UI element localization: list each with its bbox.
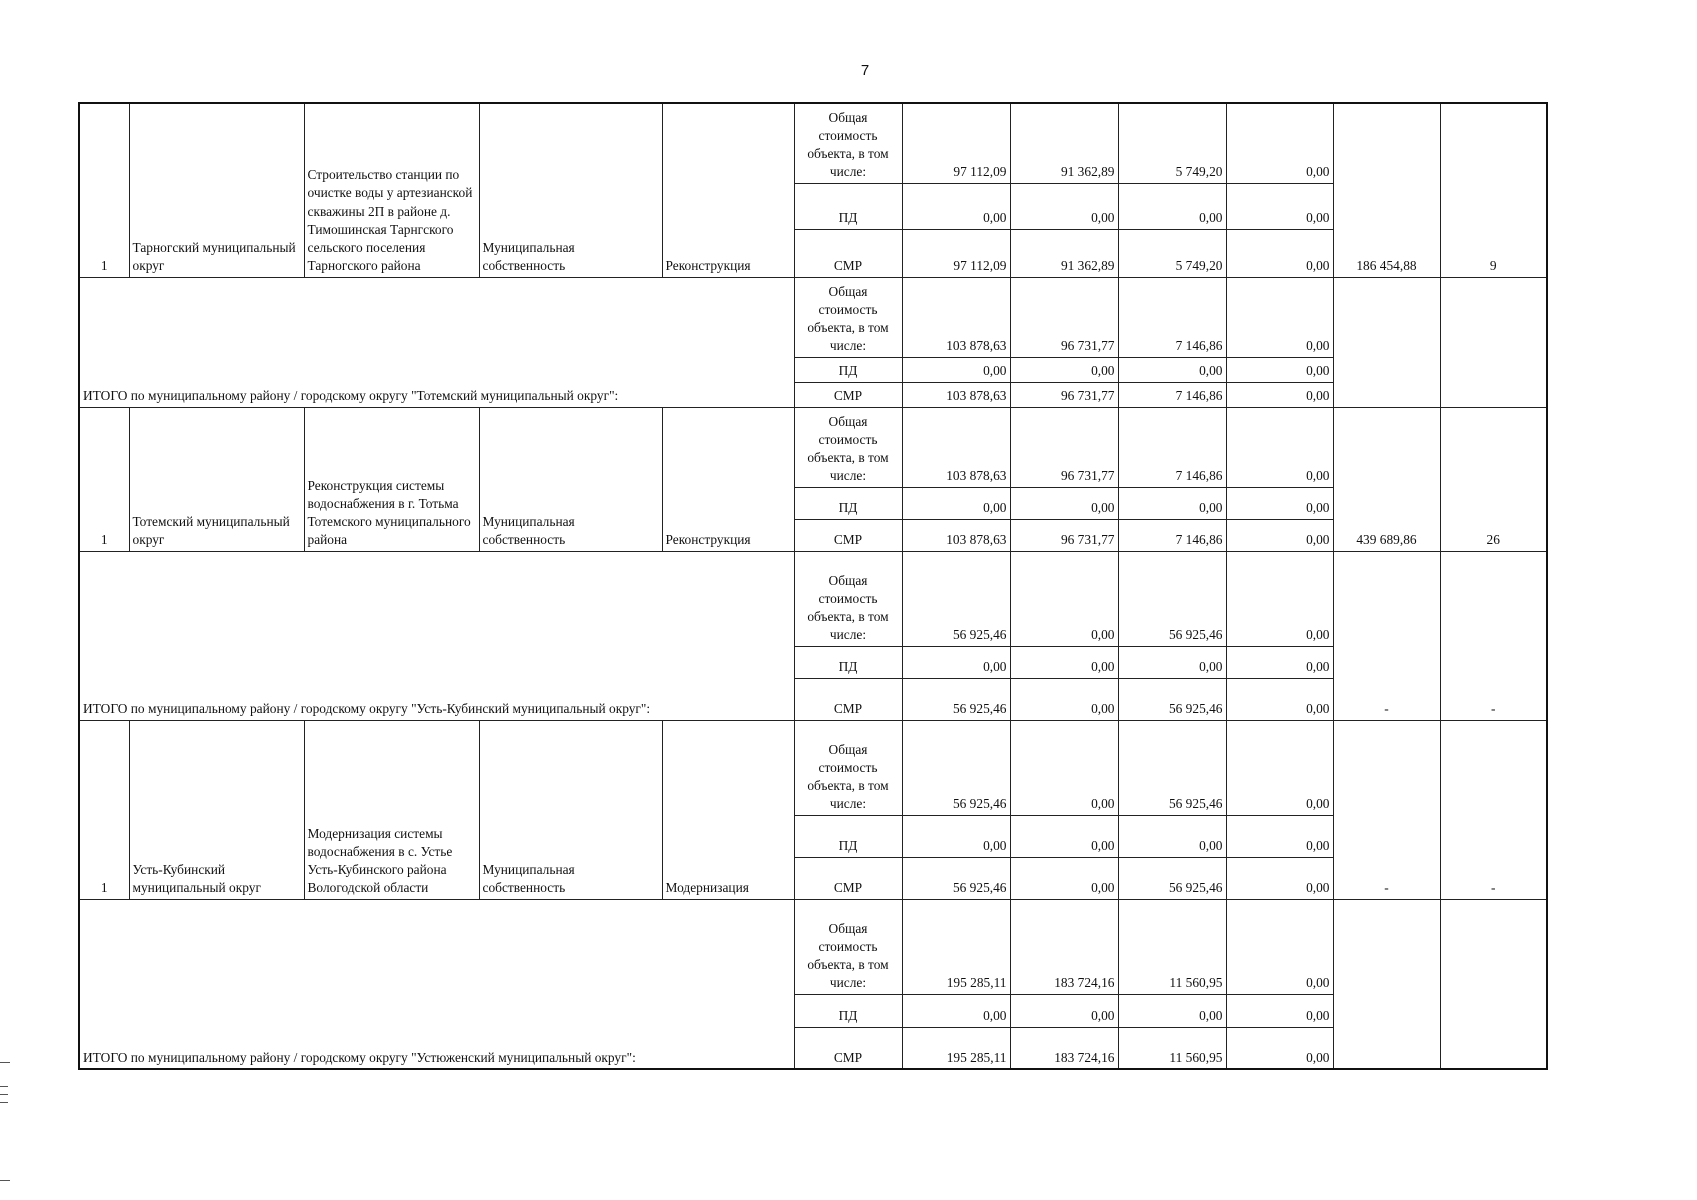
cost-label: СМР: [794, 678, 902, 720]
amount-cell: 7 146,86: [1118, 519, 1226, 551]
total-label: ИТОГО по муниципальному району / городскому округу "Устюженский муниципальный округ":: [79, 899, 794, 1069]
extra-value: -: [1333, 720, 1440, 899]
edge-mark: [0, 1180, 10, 1181]
extra-count: -: [1440, 720, 1547, 899]
object-name: Реконструкция системы водоснабжения в г. Тотьма Тотемского муниципального района: [304, 407, 479, 551]
amount-cell: 0,00: [1226, 720, 1333, 815]
amount-cell: 56 925,46: [902, 857, 1010, 899]
district-name: Тотемский муниципальный округ: [129, 407, 304, 551]
cost-label: Общая стоимость объекта, в том числе:: [794, 551, 902, 646]
object-name: Модернизация системы водоснабжения в с. Устье Усть-Кубинского района Вологодской области: [304, 720, 479, 899]
edge-mark: [0, 1062, 10, 1063]
cost-label: Общая стоимость объекта, в том числе:: [794, 407, 902, 487]
row-number: 1: [79, 720, 129, 899]
total-label: ИТОГО по муниципальному району / городскому округу "Тотемский муниципальный округ":: [79, 277, 794, 407]
table-row: [79, 103, 1547, 183]
table-row: [79, 899, 1547, 994]
amount-cell: 0,00: [1226, 857, 1333, 899]
amount-cell: 7 146,86: [1118, 407, 1226, 487]
cost-label: Общая стоимость объекта, в том числе:: [794, 720, 902, 815]
cost-label: СМР: [794, 1027, 902, 1069]
page-number: 7: [860, 62, 870, 79]
district-name: Усть-Кубинский муниципальный округ: [129, 720, 304, 899]
amount-cell: 0,00: [902, 487, 1010, 519]
amount-cell: 56 925,46: [902, 720, 1010, 815]
amount-cell: 7 146,86: [1118, 382, 1226, 407]
ownership: Муниципальная собственность: [479, 407, 662, 551]
amount-cell: 96 731,77: [1010, 277, 1118, 357]
cost-label: ПД: [794, 487, 902, 519]
amount-cell: 0,00: [1226, 183, 1333, 229]
extra-value: 439 689,86: [1333, 407, 1440, 551]
financing-table: [78, 102, 1548, 1070]
work-type: Реконструкция: [662, 103, 794, 277]
amount-cell: 0,00: [1010, 183, 1118, 229]
amount-cell: 96 731,77: [1010, 382, 1118, 407]
amount-cell: 103 878,63: [902, 407, 1010, 487]
extra-value: 186 454,88: [1333, 103, 1440, 277]
amount-cell: 0,00: [1010, 357, 1118, 382]
amount-cell: 91 362,89: [1010, 229, 1118, 277]
amount-cell: 5 749,20: [1118, 229, 1226, 277]
amount-cell: 5 749,20: [1118, 103, 1226, 183]
amount-cell: 183 724,16: [1010, 1027, 1118, 1069]
cost-label: Общая стоимость объекта, в том числе:: [794, 899, 902, 994]
amount-cell: 0,00: [1118, 994, 1226, 1027]
amount-cell: 7 146,86: [1118, 277, 1226, 357]
cost-label: СМР: [794, 382, 902, 407]
amount-cell: 0,00: [1226, 487, 1333, 519]
extra-count: 26: [1440, 407, 1547, 551]
extra-value: -: [1333, 551, 1440, 720]
ownership: Муниципальная собственность: [479, 103, 662, 277]
amount-cell: 0,00: [1226, 407, 1333, 487]
amount-cell: 56 925,46: [1118, 678, 1226, 720]
amount-cell: 96 731,77: [1010, 519, 1118, 551]
amount-cell: 0,00: [1010, 646, 1118, 678]
extra-count: -: [1440, 551, 1547, 720]
amount-cell: 56 925,46: [1118, 720, 1226, 815]
amount-cell: 56 925,46: [902, 551, 1010, 646]
amount-cell: 0,00: [1226, 357, 1333, 382]
amount-cell: 0,00: [1226, 229, 1333, 277]
cost-label: ПД: [794, 183, 902, 229]
amount-cell: 0,00: [902, 357, 1010, 382]
table-row: [79, 277, 1547, 357]
row-number: 1: [79, 103, 129, 277]
cost-label: ПД: [794, 357, 902, 382]
ownership: Муниципальная собственность: [479, 720, 662, 899]
cost-label: Общая стоимость объекта, в том числе:: [794, 277, 902, 357]
cost-label: СМР: [794, 857, 902, 899]
amount-cell: 0,00: [1010, 720, 1118, 815]
amount-cell: 195 285,11: [902, 899, 1010, 994]
total-label: ИТОГО по муниципальному району / городскому округу "Усть-Кубинский муниципальный округ":: [79, 551, 794, 720]
edge-mark: [0, 1102, 8, 1103]
table-row: [79, 720, 1547, 815]
amount-cell: 0,00: [1226, 103, 1333, 183]
amount-cell: 0,00: [1226, 277, 1333, 357]
amount-cell: 0,00: [1118, 183, 1226, 229]
amount-cell: 11 560,95: [1118, 899, 1226, 994]
amount-cell: 0,00: [1010, 551, 1118, 646]
amount-cell: 103 878,63: [902, 519, 1010, 551]
amount-cell: 0,00: [1226, 646, 1333, 678]
amount-cell: 0,00: [1226, 382, 1333, 407]
cost-label: ПД: [794, 994, 902, 1027]
amount-cell: 56 925,46: [1118, 857, 1226, 899]
amount-cell: 0,00: [1118, 357, 1226, 382]
table-row: [79, 551, 1547, 646]
amount-cell: 0,00: [1226, 815, 1333, 857]
extra-count: 9: [1440, 103, 1547, 277]
work-type: Модернизация: [662, 720, 794, 899]
extra-value: [1333, 899, 1440, 1069]
amount-cell: 0,00: [1226, 1027, 1333, 1069]
amount-cell: 195 285,11: [902, 1027, 1010, 1069]
amount-cell: 0,00: [1118, 487, 1226, 519]
amount-cell: 0,00: [1118, 646, 1226, 678]
amount-cell: 91 362,89: [1010, 103, 1118, 183]
amount-cell: 96 731,77: [1010, 407, 1118, 487]
cost-label: Общая стоимость объекта, в том числе:: [794, 103, 902, 183]
district-name: Тарногский муниципальный округ: [129, 103, 304, 277]
amount-cell: 0,00: [1226, 678, 1333, 720]
amount-cell: 0,00: [1010, 815, 1118, 857]
amount-cell: 0,00: [902, 994, 1010, 1027]
extra-value: [1333, 277, 1440, 407]
amount-cell: 0,00: [902, 646, 1010, 678]
edge-mark: [0, 1094, 8, 1095]
amount-cell: 0,00: [902, 183, 1010, 229]
amount-cell: 97 112,09: [902, 103, 1010, 183]
row-number: 1: [79, 407, 129, 551]
amount-cell: 0,00: [1010, 678, 1118, 720]
edge-mark: [0, 1086, 8, 1087]
extra-count: [1440, 899, 1547, 1069]
amount-cell: 0,00: [1010, 857, 1118, 899]
amount-cell: 0,00: [1010, 487, 1118, 519]
amount-cell: 103 878,63: [902, 277, 1010, 357]
amount-cell: 183 724,16: [1010, 899, 1118, 994]
amount-cell: 0,00: [1226, 994, 1333, 1027]
cost-label: ПД: [794, 646, 902, 678]
amount-cell: 0,00: [902, 815, 1010, 857]
cost-label: СМР: [794, 519, 902, 551]
cost-label: ПД: [794, 815, 902, 857]
extra-count: [1440, 277, 1547, 407]
object-name: Строительство станции по очистке воды у артезианской скважины 2П в районе д. Тимошинская Тарнгского сельского поселения Тарногского района: [304, 103, 479, 277]
work-type: Реконструкция: [662, 407, 794, 551]
cost-label: СМР: [794, 229, 902, 277]
amount-cell: 0,00: [1226, 551, 1333, 646]
amount-cell: 0,00: [1118, 815, 1226, 857]
amount-cell: 103 878,63: [902, 382, 1010, 407]
amount-cell: 56 925,46: [1118, 551, 1226, 646]
amount-cell: 0,00: [1226, 519, 1333, 551]
amount-cell: 0,00: [1226, 899, 1333, 994]
table-row: [79, 407, 1547, 487]
amount-cell: 0,00: [1010, 994, 1118, 1027]
amount-cell: 11 560,95: [1118, 1027, 1226, 1069]
amount-cell: 56 925,46: [902, 678, 1010, 720]
amount-cell: 97 112,09: [902, 229, 1010, 277]
